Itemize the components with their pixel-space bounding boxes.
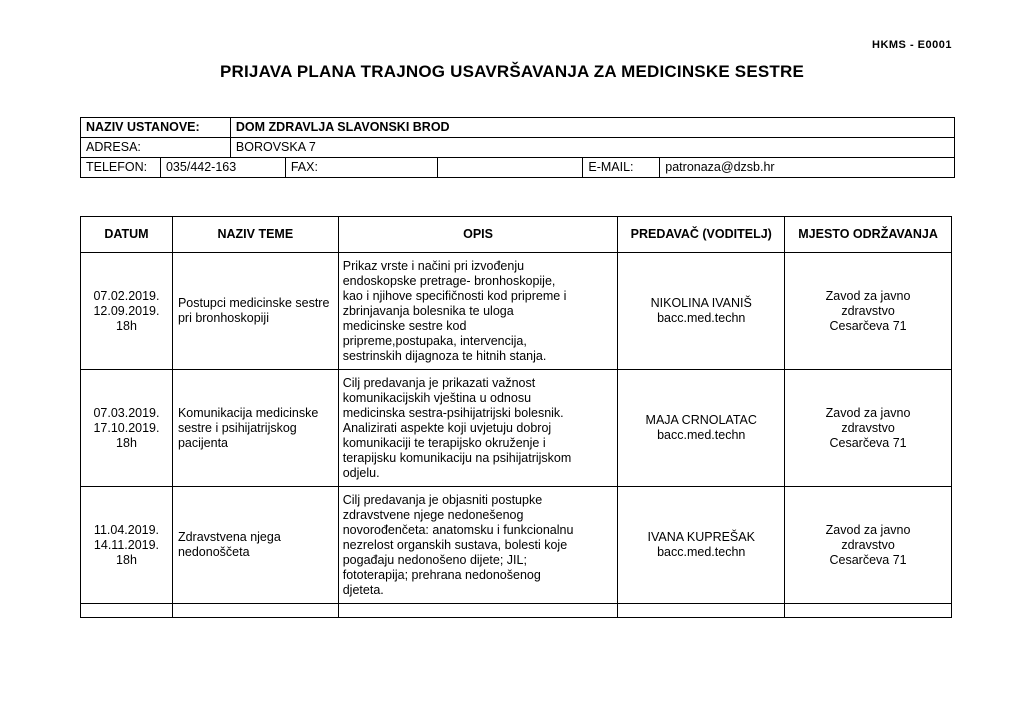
fax-value: [437, 158, 583, 178]
table-row: [81, 487, 952, 604]
telefon-value: 035/442-163: [160, 158, 285, 178]
empty-row: [81, 604, 952, 618]
empty-cell: [338, 604, 618, 618]
header-opis: OPIS: [338, 217, 618, 253]
info-row-naziv: [81, 118, 955, 138]
empty-cell: [785, 604, 952, 618]
page-title: PRIJAVA PLANA TRAJNOG USAVRŠAVANJA ZA MEDICINSKE SESTRE: [219, 62, 805, 81]
opis-cell: Cilj predavanja je objasniti postupke zdravstvene njege nedonešenog novorođenčeta: anatomsku i funkcionalnu nezrelost organskih sustava, bolesti koje pogađaju nedonošeno dijete; JIL; fototerapija; prehrana nedonošenog djeteta.: [338, 487, 618, 604]
institution-info-table: [80, 117, 955, 178]
email-value: patronaza@dzsb.hr: [660, 158, 955, 178]
mjesto-cell: Zavod za javno zdravstvo Cesarčeva 71: [785, 253, 952, 370]
datum-cell: 11.04.2019. 14.11.2019. 18h: [81, 487, 173, 604]
table-row: [81, 370, 952, 487]
email-label: E-MAIL:: [583, 158, 660, 178]
mjesto-cell: Zavod za javno zdravstvo Cesarčeva 71: [785, 370, 952, 487]
header-mjesto: MJESTO ODRŽAVANJA: [785, 217, 952, 253]
adresa-value: BOROVSKA 7: [230, 138, 954, 158]
adresa-label: ADRESA:: [81, 138, 231, 158]
empty-cell: [81, 604, 173, 618]
header-datum: DATUM: [81, 217, 173, 253]
info-row-adresa: [81, 138, 955, 158]
table-header-row: [81, 217, 952, 253]
mjesto-cell: Zavod za javno zdravstvo Cesarčeva 71: [785, 487, 952, 604]
predavac-cell: IVANA KUPREŠAK bacc.med.techn: [618, 487, 785, 604]
datum-cell: 07.03.2019. 17.10.2019. 18h: [81, 370, 173, 487]
predavac-cell: MAJA CRNOLATAC bacc.med.techn: [618, 370, 785, 487]
naziv-label: NAZIV USTANOVE:: [81, 118, 231, 138]
plan-table: [80, 216, 952, 618]
tema-cell: Zdravstvena njega nedonoščeta: [172, 487, 338, 604]
table-row: [81, 253, 952, 370]
empty-cell: [618, 604, 785, 618]
telefon-label: TELEFON:: [81, 158, 161, 178]
tema-cell: Postupci medicinske sestre pri bronhoskopiji: [172, 253, 338, 370]
empty-cell: [172, 604, 338, 618]
naziv-value: DOM ZDRAVLJA SLAVONSKI BROD: [230, 118, 954, 138]
predavac-cell: NIKOLINA IVANIŠ bacc.med.techn: [618, 253, 785, 370]
info-row-contacts: [81, 158, 955, 178]
header-naziv-teme: NAZIV TEME: [172, 217, 338, 253]
document-code: HKMS - E0001: [872, 39, 952, 51]
datum-cell: 07.02.2019. 12.09.2019. 18h: [81, 253, 173, 370]
header-predavac: PREDAVAČ (VODITELJ): [618, 217, 785, 253]
opis-cell: Prikaz vrste i načini pri izvođenju endoskopske pretrage- bronhoskopije, kao i njihove specifičnosti kod pripreme i zbrinjavanja bolesnika te uloga medicinske sestre kod pripreme,postupaka, intervencija, sestrinskih dijagnoza te hitnih stanja.: [338, 253, 618, 370]
fax-label: FAX:: [285, 158, 437, 178]
opis-cell: Cilj predavanja je prikazati važnost komunikacijskih vještina u odnosu medicinska sestra-psihijatrijski bolesnik. Analizirati aspekte koji uvjetuju dobroj komunikaciji te terapijsko okruženje i terapijsku komunikaciju na psihijatrijskom odjelu.: [338, 370, 618, 487]
tema-cell: Komunikacija medicinske sestre i psihijatrijskog pacijenta: [172, 370, 338, 487]
